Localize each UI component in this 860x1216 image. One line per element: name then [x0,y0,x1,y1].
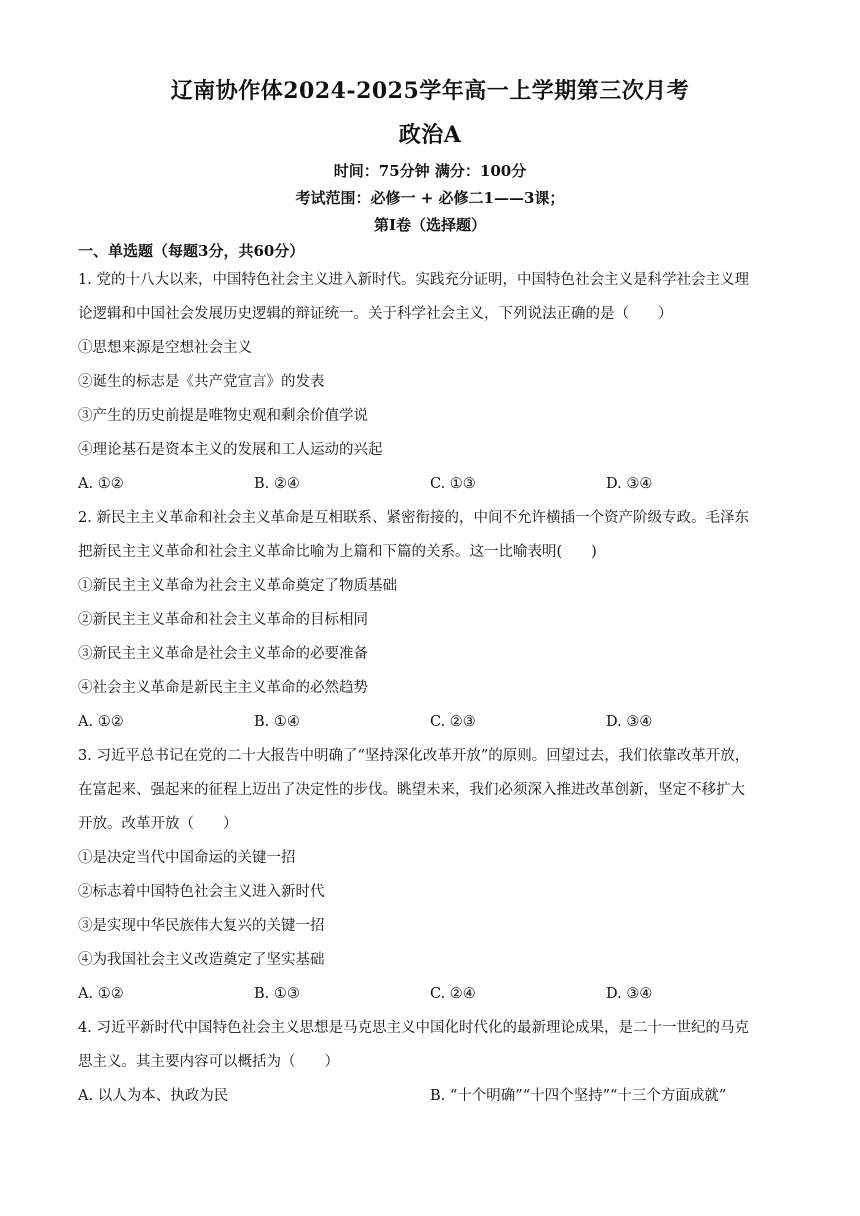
question-item: ①是决定当代中国命运的关键一招 [78,850,296,866]
option-c[interactable]: C. ①③ [430,476,476,492]
exam-title: 辽南协作体2024-2025学年高一上学期第三次月考 [170,78,690,104]
option-b[interactable]: B. ①④ [254,714,300,730]
subject-title: 政治A [398,122,462,148]
question-item: ①思想来源是空想社会主义 [78,340,252,356]
option-c[interactable]: C. ②④ [430,986,476,1002]
option-b[interactable]: B. “十个明确”“十四个坚持”“十三个方面成就” [430,1088,727,1104]
option-d[interactable]: D. ③④ [606,714,653,730]
exam-scope: 考试范围：必修一 + 必修二1——3课； [295,189,565,207]
option-b[interactable]: B. ②④ [254,476,300,492]
question-item: ①新民主主义革命为社会主义革命奠定了物质基础 [78,578,397,594]
question-stem-line: 4. 习近平新时代中国特色社会主义思想是马克思主义中国化时代化的最新理论成果，是二十一世纪的马克 [78,1020,749,1036]
question-item: ②标志着中国特色社会主义进入新时代 [78,884,325,900]
question-stem-line: 论逻辑和中国社会发展历史逻辑的辩证统一。关于科学社会主义，下列说法正确的是（ ） [78,306,673,322]
option-d[interactable]: D. ③④ [606,986,653,1002]
question-item: ②新民主主义革命和社会主义革命的目标相同 [78,612,368,628]
part-heading: 第Ⅰ卷（选择题） [373,216,487,234]
option-b[interactable]: B. ①③ [254,986,300,1002]
question-stem-line: 思主义。其主要内容可以概括为（ ） [78,1054,339,1070]
option-a[interactable]: A. 以人为本、执政为民 [78,1088,229,1104]
question-stem-line: 开放。改革开放（ ） [78,816,238,832]
question-item: ④为我国社会主义改造奠定了坚实基础 [78,952,325,968]
question-stem-line: 1. 党的十八大以来，中国特色社会主义进入新时代。实践充分证明，中国特色社会主义是科学社会主义理 [78,272,749,288]
option-a[interactable]: A. ①② [78,714,124,730]
question-stem-line: 3. 习近平总书记在党的二十大报告中明确了“坚持深化改革开放”的原则。回望过去，我们依靠改革开放， [78,748,750,764]
section-heading: 一、单选题（每题3分，共60分） [78,242,305,260]
option-c[interactable]: C. ②③ [430,714,476,730]
question-item: ③新民主主义革命是社会主义革命的必要准备 [78,646,368,662]
option-d[interactable]: D. ③④ [606,476,653,492]
question-item: ②诞生的标志是《共产党宣言》的发表 [78,374,325,390]
option-a[interactable]: A. ①② [78,476,124,492]
option-a[interactable]: A. ①② [78,986,124,1002]
question-item: ③是实现中华民族伟大复兴的关键一招 [78,918,325,934]
question-item: ③产生的历史前提是唯物史观和剩余价值学说 [78,408,368,424]
question-stem-line: 2. 新民主主义革命和社会主义革命是互相联系、紧密衔接的，中间不允许横插一个资产阶级专政。毛泽东 [78,510,749,526]
question-stem-line: 把新民主主义革命和社会主义革命比喻为上篇和下篇的关系。这一比喻表明( ) [78,544,597,560]
question-stem-line: 在富起来、强起来的征程上迈出了决定性的步伐。眺望未来，我们必须深入推进改革创新，坚定不移扩大 [78,782,745,798]
question-item: ④社会主义革命是新民主主义革命的必然趋势 [78,680,368,696]
question-item: ④理论基石是资本主义的发展和工人运动的兴起 [78,442,383,458]
time-info: 时间：75分钟 满分：100分 [333,162,527,180]
